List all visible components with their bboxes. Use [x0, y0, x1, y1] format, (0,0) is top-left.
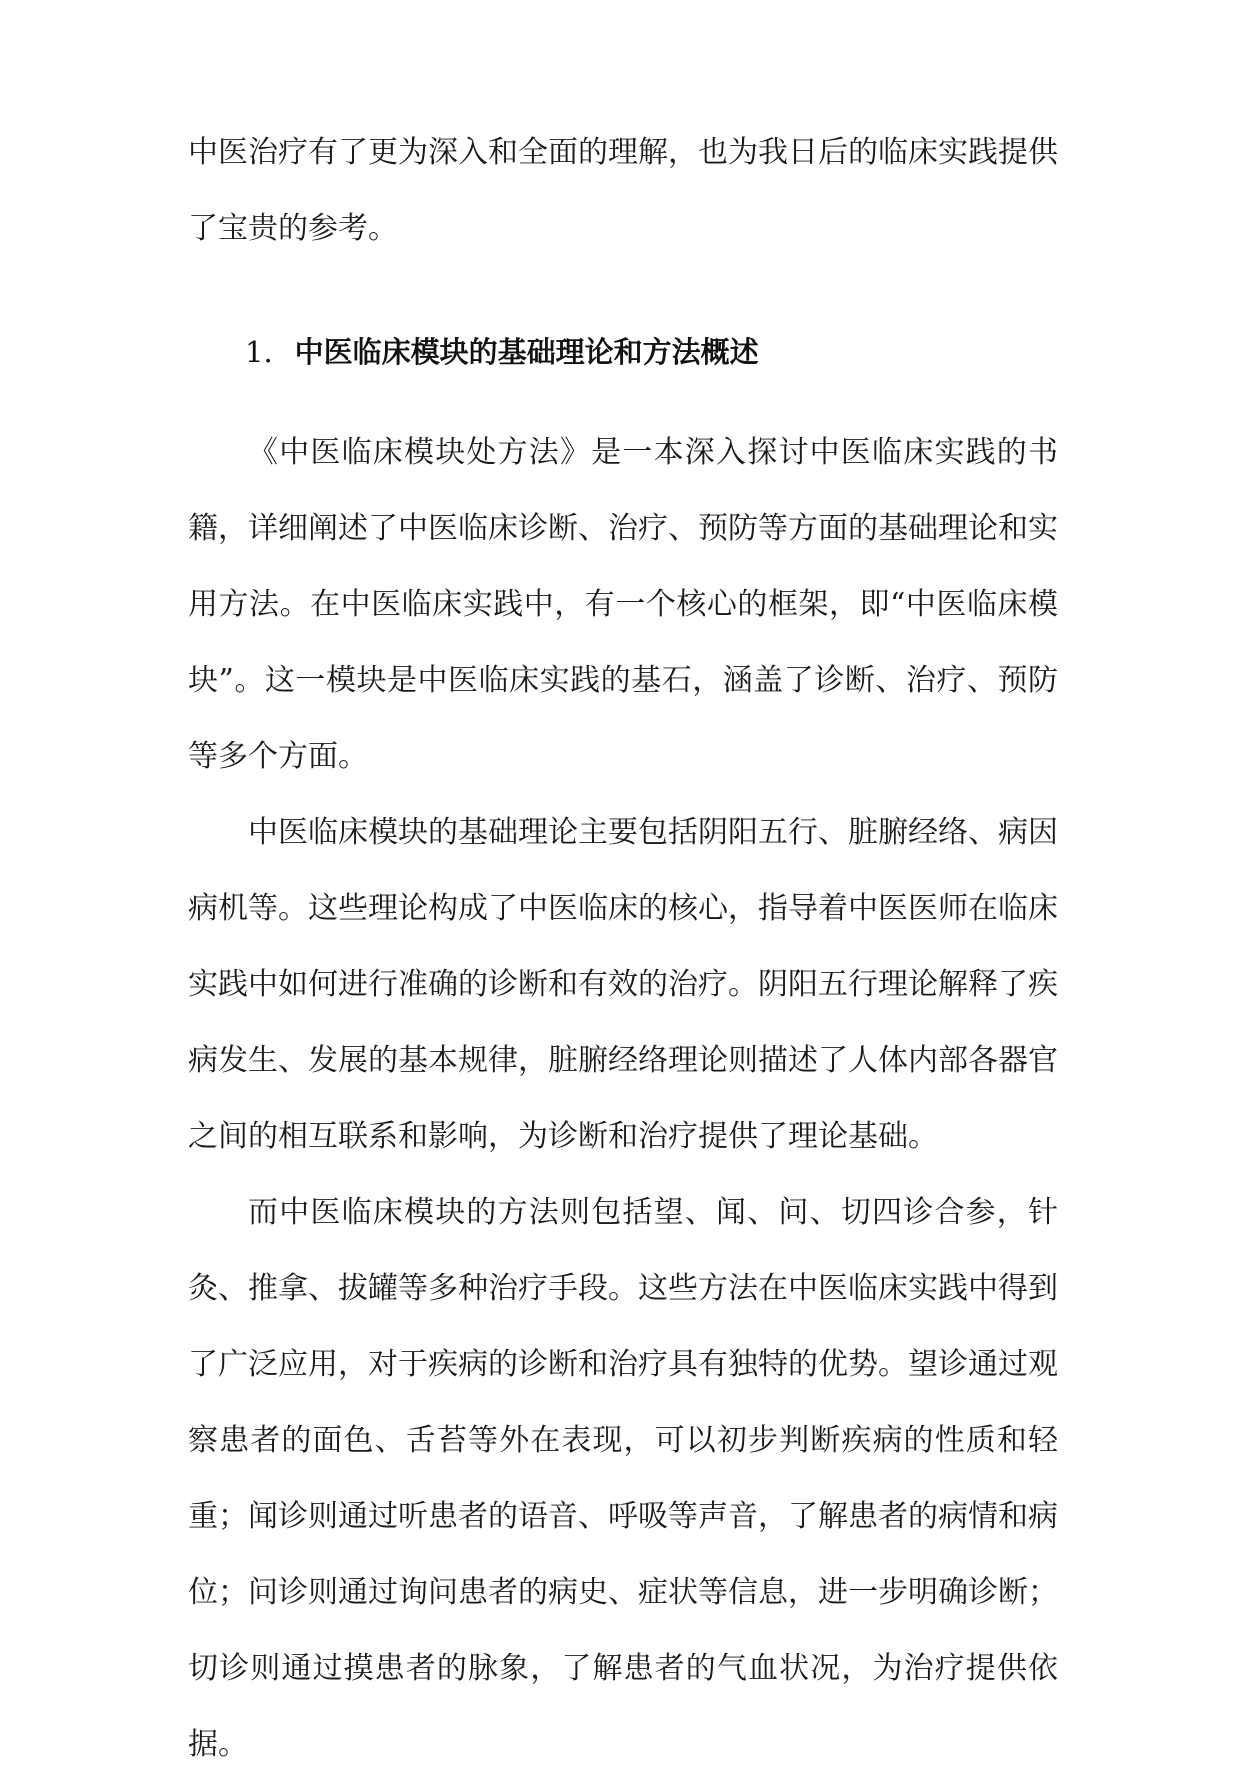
- body-paragraph-1: 《中医临床模块处方法》是一本深入探讨中医临床实践的书籍，详细阐述了中医临床诊断、治疗、预防等方面的基础理论和实用方法。在中医临床实践中，有一个核心的框架，即“中医临床模块”。这一模块是中医临床实践的基石，涵盖了诊断、治疗、预防等多个方面。: [188, 435, 1058, 774]
- section-heading: [245, 322, 759, 382]
- section-number: 1.: [245, 335, 273, 369]
- body-paragraph-2: 中医临床模块的基础理论主要包括阴阳五行、脏腑经络、病因病机等。这些理论构成了中医临床的核心，指导着中医医师在临床实践中如何进行准确的诊断和有效的治疗。阴阳五行理论解释了疾病发生、发展的基本规律，脏腑经络理论则描述了人体内部各器官之间的相互联系和影响，为诊断和治疗提供了理论基础。: [188, 815, 1058, 1154]
- body-paragraph-3: 而中医临床模块的方法则包括望、闻、问、切四诊合参，针灸、推拿、拔罐等多种治疗手段。这些方法在中医临床实践中得到了广泛应用，对于疾病的诊断和治疗具有独特的优势。望诊通过观察患者的面色、舌苔等外在表现，可以初步判断疾病的性质和轻重；闻诊则通过听患者的语音、呼吸等声音，了解患者的病情和病位；问诊则通过询问患者的病史、症状等信息，进一步明确诊断；切诊则通过摸患者的脉象，了解患者的气血状况，为治疗提供依据。: [188, 1195, 1058, 1762]
- continuation-paragraph: 中医治疗有了更为深入和全面的理解，也为我日后的临床实践提供了宝贵的参考。: [188, 135, 1058, 246]
- continuation-block: [188, 115, 1058, 267]
- section-title: 中医临床模块的基础理论和方法概述: [294, 335, 759, 369]
- body-block: [188, 415, 1058, 1783]
